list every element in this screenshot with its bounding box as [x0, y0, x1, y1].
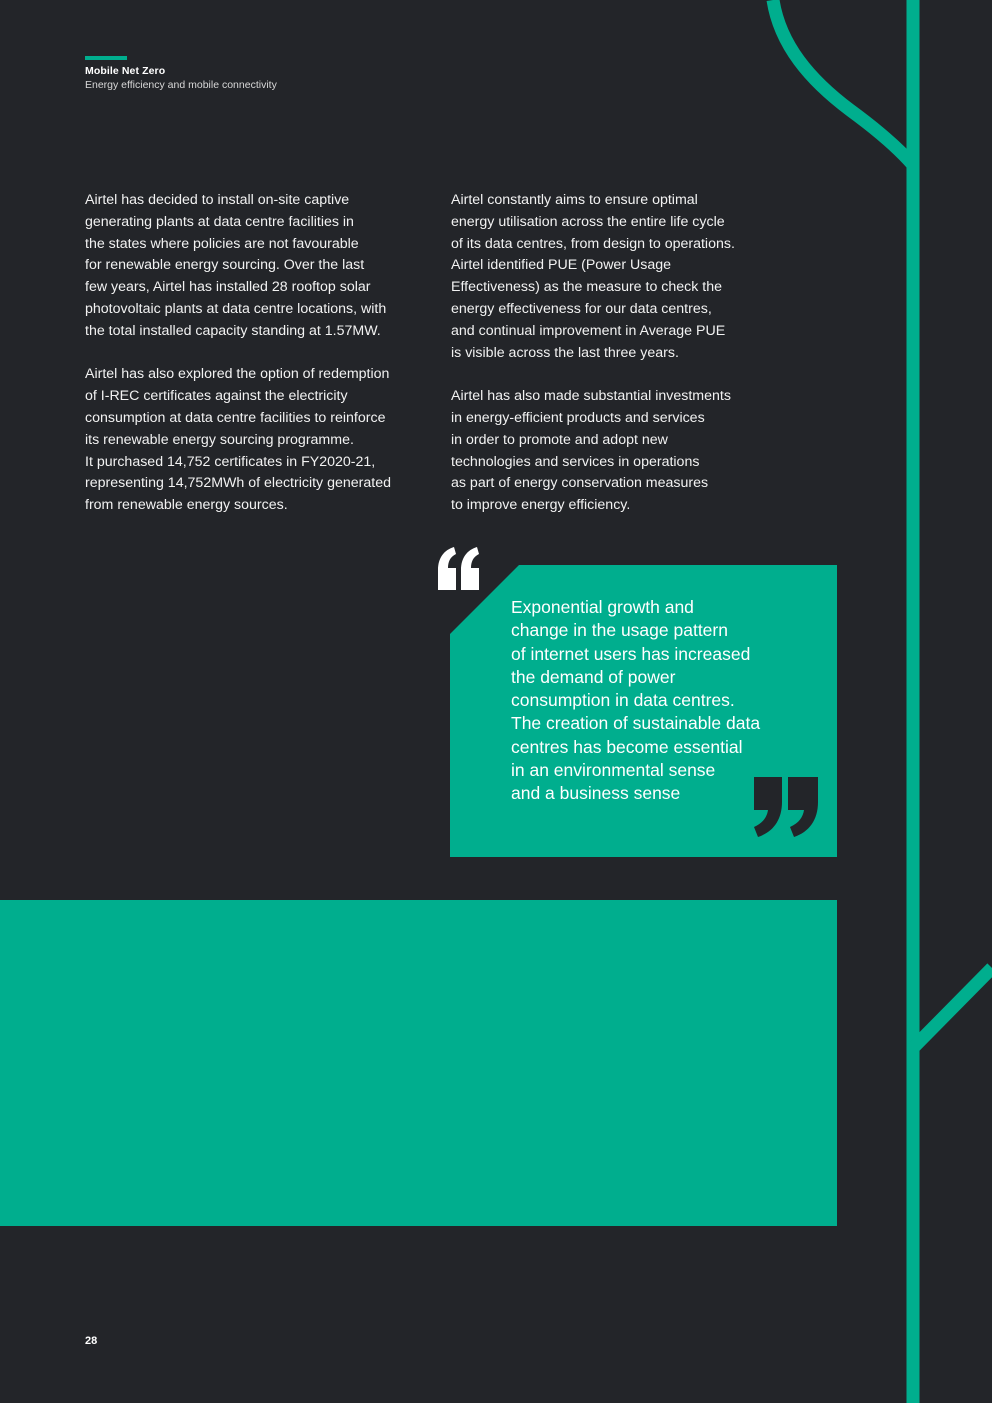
- page-number: 28: [85, 1335, 98, 1347]
- section-subtitle: Energy efficiency and mobile connectivity: [85, 79, 277, 91]
- section-title: Mobile Net Zero: [85, 65, 166, 77]
- left-paragraph-1: Airtel has decided to install on-site captive generating plants at data centre facilities in the states where policies are not favourable for renewable energy sourcing. Over the last few years, Airtel has installed 28 rooftop solar photovoltaic plants at data centre locations, with the total installed capacity standing at 1.57MW.: [85, 192, 387, 339]
- left-paragraph-2: Airtel has also explored the option of redemption of I-REC certificates against the electricity consumption at data centre facilities to reinforce its renewable energy sourcing programme. It purchased 14,752 certificates in FY2020-21, representing 14,752MWh of electricity generated from renewable energy sources.: [85, 366, 391, 514]
- right-paragraph-2: Airtel has also made substantial investments in energy-efficient products and services in order to promote and adopt new technologies and services in operations as part of energy conservation measures to improve energy efficiency.: [451, 388, 731, 514]
- pull-quote-text: Exponential growth and change in the usage pattern of internet users has increased the demand of power consumption in data centres. The creation of sustainable data centres has become essential in an environmental sense and a business sense: [511, 597, 761, 804]
- open-quote-icon: [434, 546, 484, 592]
- green-banner: [0, 900, 837, 1226]
- right-paragraph-1: Airtel constantly aims to ensure optimal energy utilisation across the entire life cycle of its data centres, from design to operations. Airtel identified PUE (Power Usage Effectiveness) as the measure to check the energy effectiveness for our data centres, and continual improvement in Average PUE is visible across the last three years.: [451, 192, 735, 361]
- close-quote-icon: [746, 776, 820, 838]
